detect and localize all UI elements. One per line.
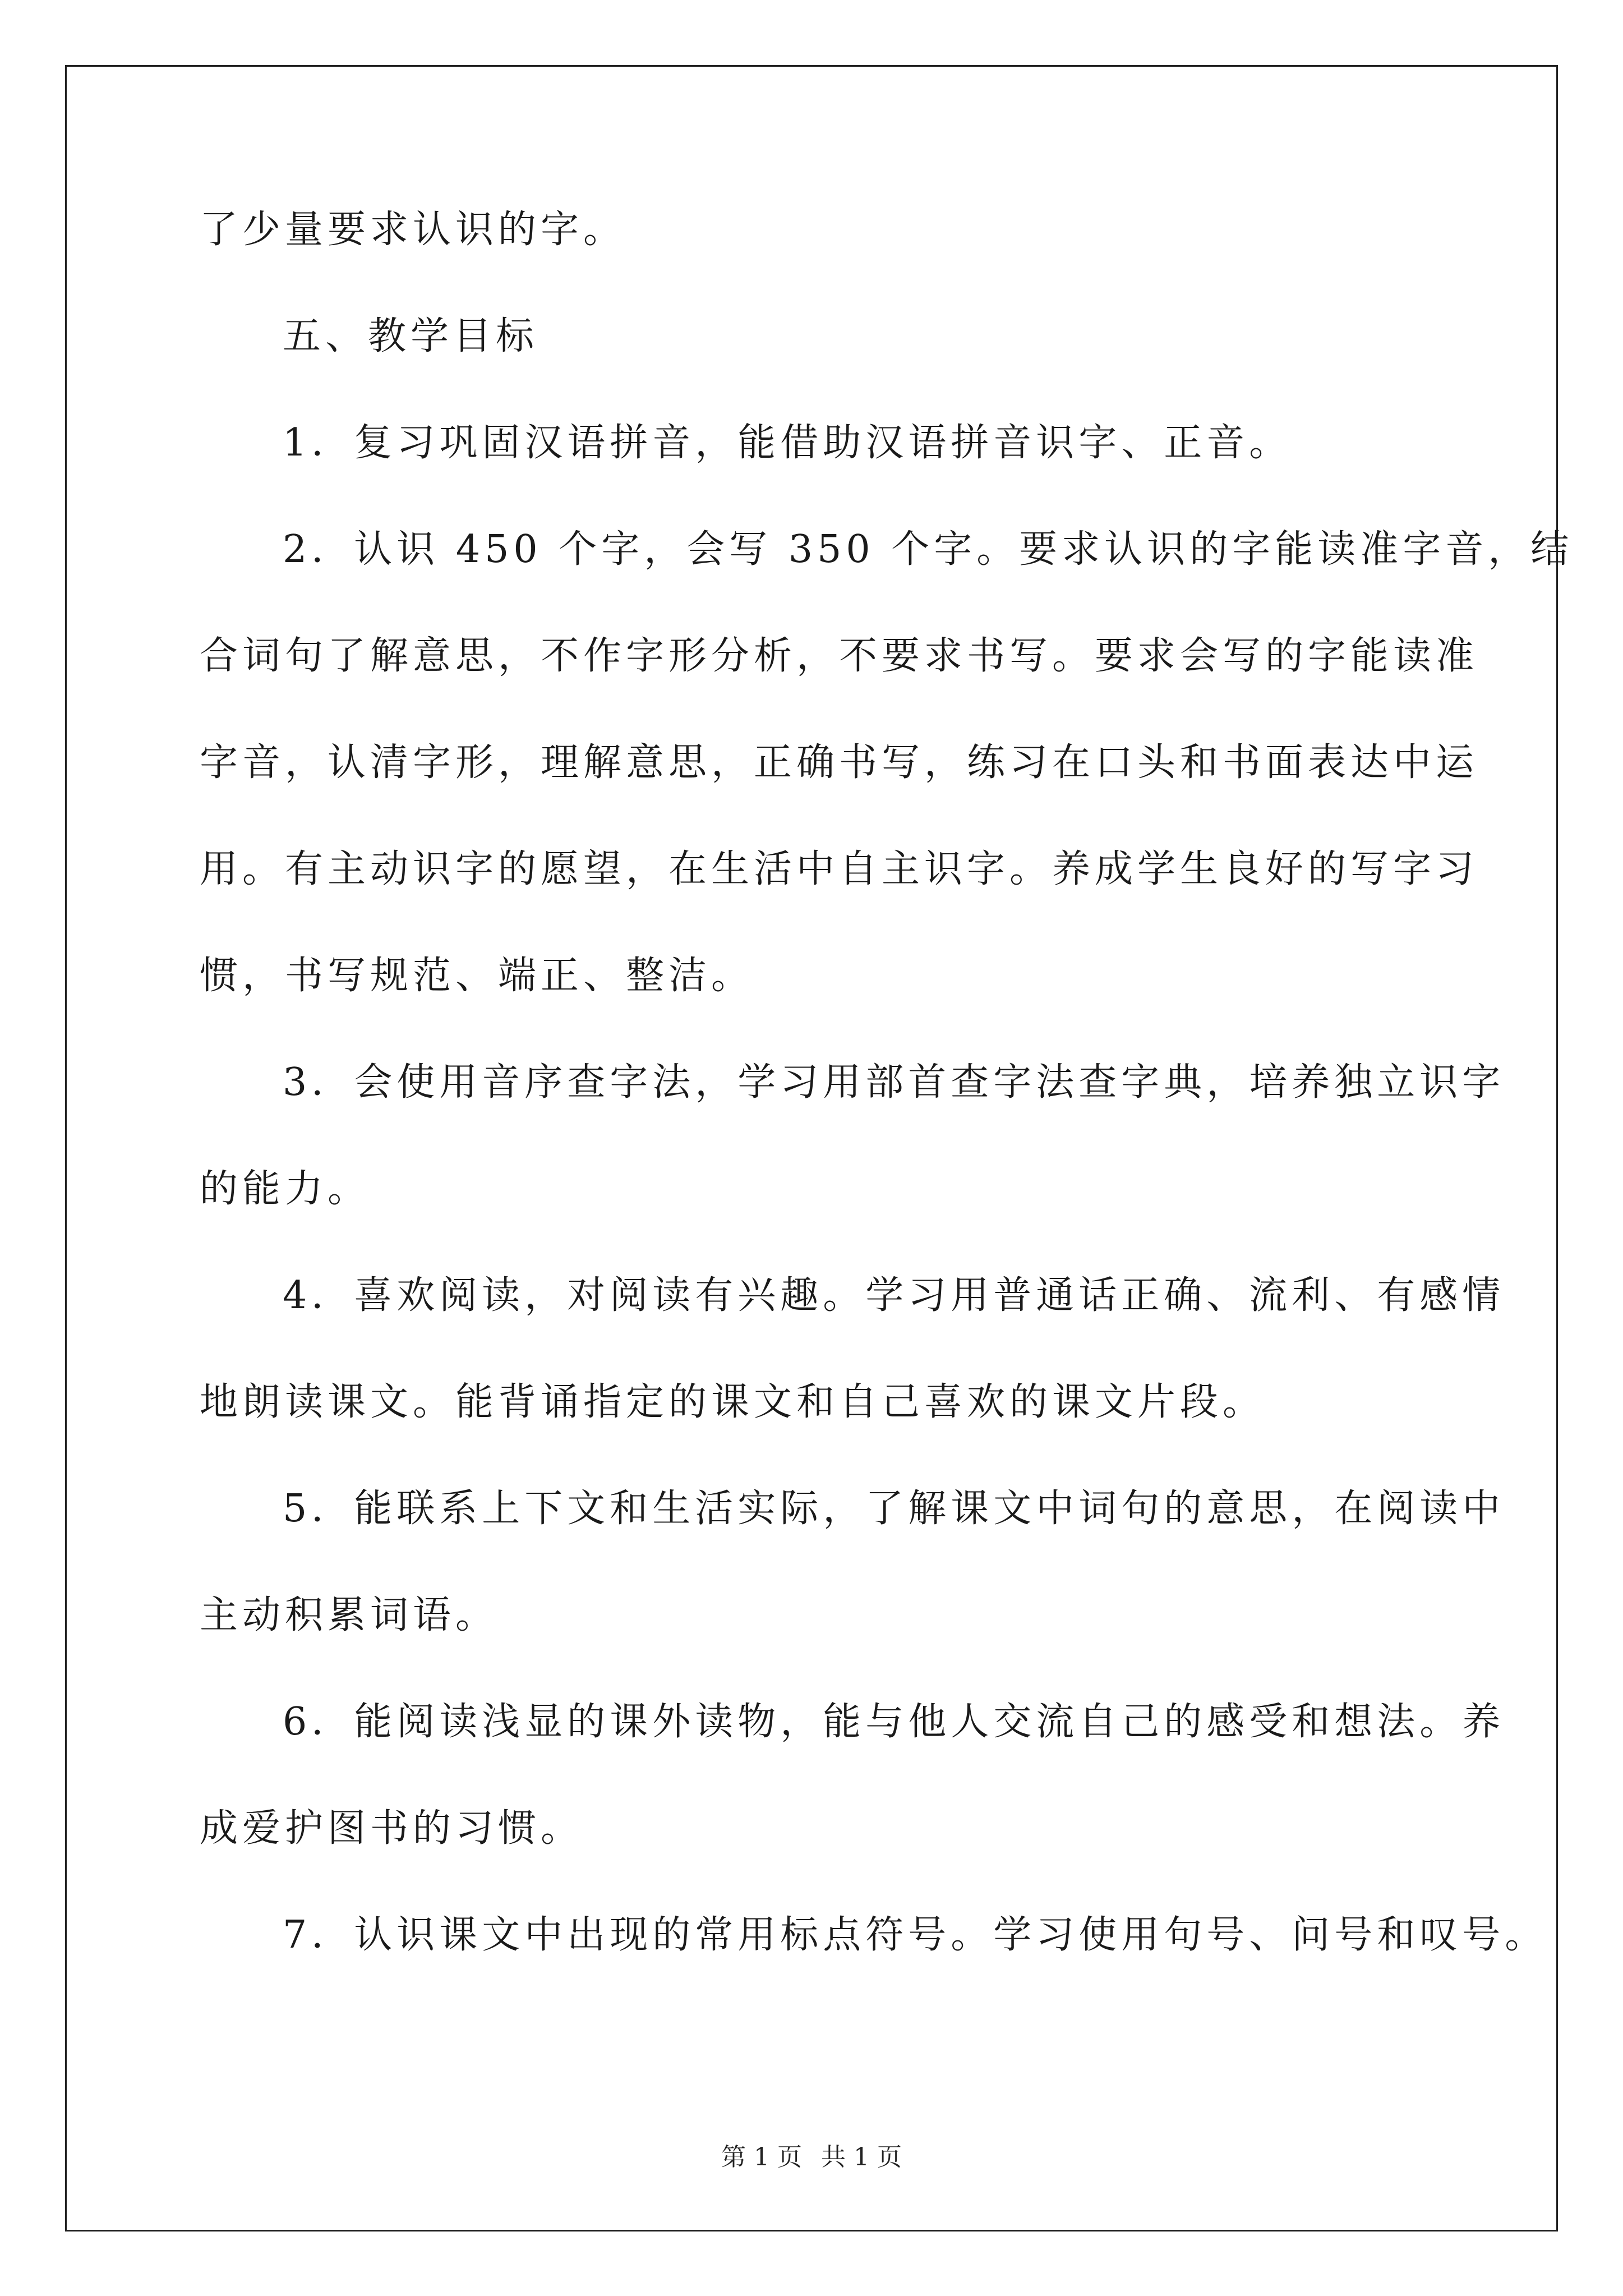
text-line: 的能力。: [200, 1167, 371, 1211]
text-line: 了少量要求认识的字。: [200, 208, 626, 252]
text-line: 7．认识课文中出现的常用标点符号。学习使用句号、问号和叹号。: [283, 1913, 1548, 1957]
text-line: 字音，认清字形，理解意思，正确书写，练习在口头和书面表达中运: [200, 740, 1479, 785]
text-line: 2．认识 450 个字，会写 350 个字。要求认识的字能读准字音，结: [283, 527, 1574, 572]
text-line: 4．喜欢阅读，对阅读有兴趣。学习用普通话正确、流利、有感情: [283, 1273, 1505, 1318]
text-line: 成爱护图书的习惯。: [200, 1806, 584, 1851]
text-line: 5．能联系上下文和生活实际，了解课文中词句的意思，在阅读中: [283, 1487, 1505, 1531]
page-number-current: 第 1 页: [721, 2143, 802, 2171]
text-line: 地朗读课文。能背诵指定的课文和自己喜欢的课文片段。: [200, 1380, 1266, 1424]
text-line: 主动积累词语。: [200, 1593, 499, 1637]
page-footer: [0, 2142, 1623, 2173]
text-line: 惯，书写规范、端正、整洁。: [200, 954, 754, 998]
text-line: 用。有主动识字的愿望，在生活中自主识字。养成学生良好的写字习: [200, 847, 1479, 891]
text-line: 6．能阅读浅显的课外读物，能与他人交流自己的感受和想法。养: [283, 1700, 1505, 1744]
text-line: 3．会使用音序查字法，学习用部首查字法查字典，培养独立识字: [283, 1060, 1505, 1105]
section-heading: 五、教学目标: [283, 314, 539, 358]
page-number-total: 共 1 页: [821, 2143, 902, 2171]
text-line: 合词句了解意思，不作字形分析，不要求书写。要求会写的字能读准: [200, 634, 1479, 678]
text-line: 1．复习巩固汉语拼音，能借助汉语拼音识字、正音。: [283, 421, 1292, 465]
page-border: [65, 65, 1558, 2231]
